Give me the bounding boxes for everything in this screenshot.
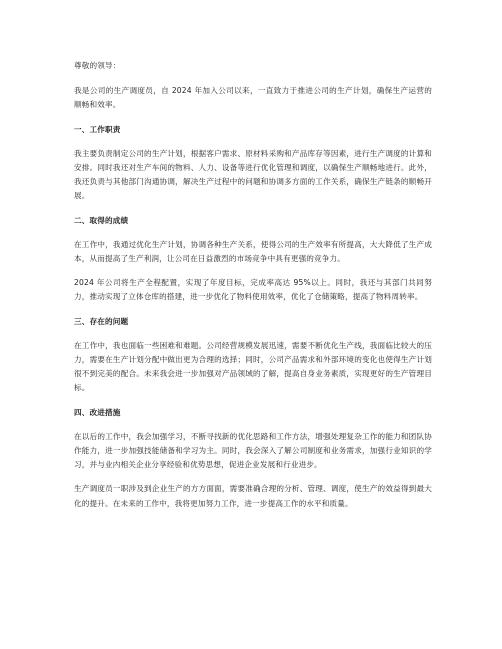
intro-paragraph: 我是公司的生产调度员，自 2024 年加入公司以来，一直致力于推进公司的生产计划，确保生产运营的顺畅和效率。 xyxy=(74,86,432,110)
section-heading-improvements: 四、改进措施 xyxy=(74,407,121,417)
improvements-paragraph: 在以后的工作中，我会加强学习，不断寻找新的优化思路和工作方法，增强处理复杂工作的能力和团队协作能力，进一步加强技能储备和学习为主。同时，我会深入了解公司制度和业务需求，加强行业知识的学习，并与业内相关企业分享经验和优势思想，促进企业发展和行业进步。 xyxy=(74,431,432,470)
duties-paragraph: 我主要负责制定公司的生产计划，根据客户需求、原材料采购和产品库存等因素，进行生产调度的计算和安排。同时我还对生产车间的物料、人力、设备等进行优化管理和调度，以确保生产顺畅地进行。此外，我还负责与其他部门沟通协调，解决生产过程中的问题和协调多方面的工作关系，确保生产链条的顺畅开展。 xyxy=(74,148,432,201)
closing-paragraph: 生产调度员一职涉及到企业生产的方方面面，需要准确合理的分析、管理、调度，使生产的效益得到最大化的提升。在未来的工作中，我将更加努力工作，进一步提高工作的水平和质量。 xyxy=(74,484,432,508)
section-heading-achievements: 二、取得的成绩 xyxy=(74,215,129,225)
document-body xyxy=(74,59,432,521)
section-heading-duties: 一、工作职责 xyxy=(74,124,121,134)
achievements-paragraph-1: 在工作中，我通过优化生产计划，协调各种生产关系，使得公司的生产效率有所提高，大大降低了生产成本，从而提高了生产利润，让公司在日益激烈的市场竞争中具有更强的竞争力。 xyxy=(74,239,432,264)
salutation: 尊敬的领导： xyxy=(74,61,121,70)
achievements-paragraph-2: 2024 年公司将生产全程配置，实现了年度目标，完成率高达 95%以上。同时，我还与其部门共同努力，推动实现了立体仓库的搭建，进一步优化了物料使用效率，优化了仓储策略，提高了物料周转率。 xyxy=(74,278,432,302)
problems-paragraph: 在工作中，我也面临一些困难和难题。公司经营规模发展迅速，需要不断优化生产线，我面临比较大的压力，需要在生产计划分配中做出更为合理的选择；同时，公司产品需求和外部环境的变化也使得生产计划很不到完美的配合。未来我会进一步加强对产品领域的了解，提高自身业务素质，实现更好的生产管理目标。 xyxy=(74,340,432,393)
section-heading-problems: 三、存在的问题 xyxy=(74,316,129,326)
